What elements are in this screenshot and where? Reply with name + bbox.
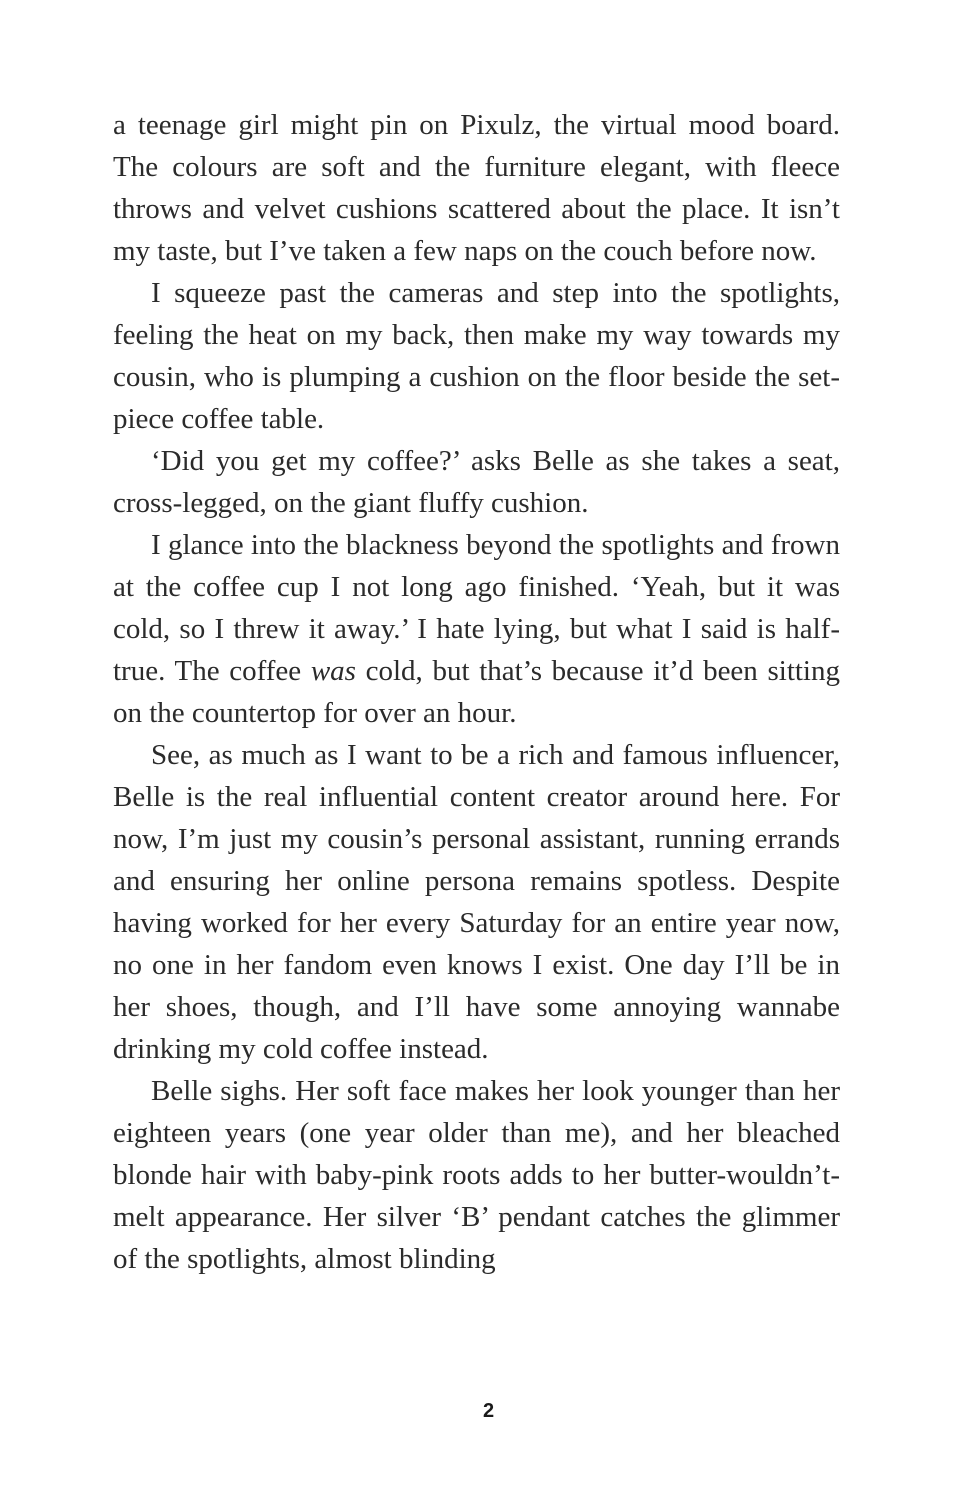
paragraph-continued: a teenage girl might pin on Pixulz, the virtual mood board. The colours are soft and the furniture elegant, with fleece throws and velvet cushions scattered about the place. It isn’t my taste, but I’ve taken a few naps on the couch before now.: [113, 109, 840, 267]
paragraph-spotlights: I squeeze past the cameras and step into the spotlights, feeling the heat on my back, then make my way towards my cousin, who is plumping a cushion on the floor beside the set-piece coffee table.: [113, 277, 840, 435]
paragraph-cold-coffee-start: I glance into the blackness beyond the spotlights and frown at the coffee cup I not long ago finished. ‘Yeah, but it was cold, so I threw it away.’ I hate lying, but what I said is half-true. The coffee: [113, 529, 840, 687]
paragraph-coffee-question: ‘Did you get my coffee?’ asks Belle as she takes a seat, cross-legged, on the giant fluffy cushion.: [113, 445, 840, 519]
paragraph-influencer: See, as much as I want to be a rich and famous influencer, Belle is the real influential content creator around here. For now, I’m just my cousin’s personal assistant, running errands and ensuring her online persona remains spotless. Despite having worked for her every Saturday for an entire year now, no one in her fandom even knows I exist. One day I’ll be in her shoes, though, and I’ll have some annoying wannabe drinking my cold coffee instead.: [113, 739, 840, 1065]
body-text: [113, 104, 840, 1280]
paragraph-cold-coffee: [113, 524, 840, 734]
paragraph-cold-coffee-end: cold, but that’s because it’d been sitting on the countertop for over an hour.: [113, 655, 840, 729]
page-number: 2: [482, 1400, 495, 1422]
paragraph-belle-sighs: Belle sighs. Her soft face makes her look younger than her eighteen years (one year older than me), and her bleached blonde hair with baby-pink roots adds to her butter-wouldn’t-melt appearance. Her silver ‘B’ pendant catches the glimmer of the spotlights, almost blinding: [113, 1075, 840, 1275]
emphasis-was: was: [310, 655, 356, 687]
